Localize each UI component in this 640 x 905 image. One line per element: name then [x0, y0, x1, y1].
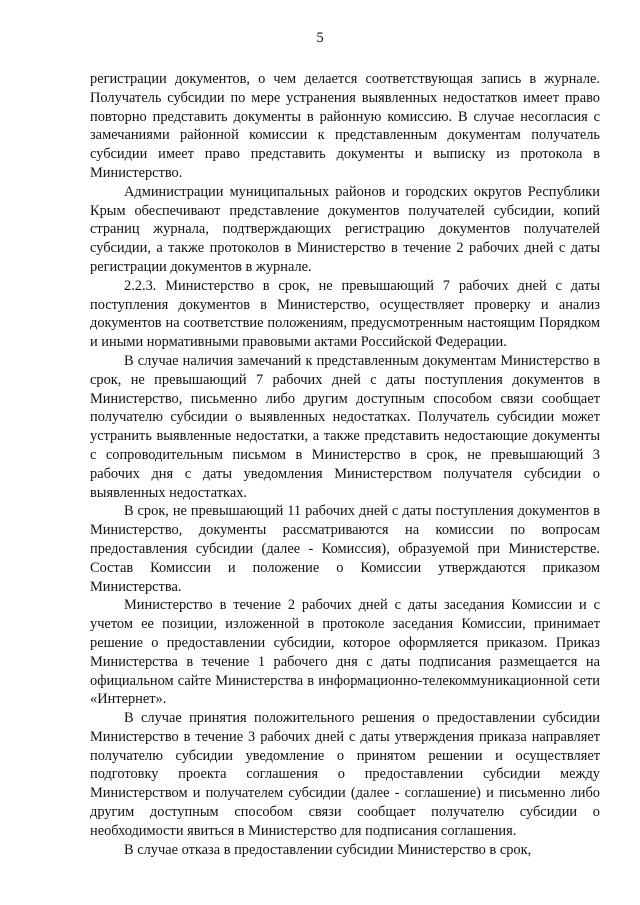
paragraph-7: В случае принятия положительного решения о предоставлении субсидии Министерство в течение 3 рабочих дней с даты утверждения приказа направляет получателю субсидии уведомление о принятом решении и осуществляет подготовку проекта соглашения о предоставлении субсидии между Министерством и получателем субсидии (далее - соглашение) и письменно либо другим доступным способом связи сообщает получателю субсидии о необходимости явиться в Министерство для подписания соглашения. — [90, 710, 600, 839]
paragraph-5: В срок, не превышающий 11 рабочих дней с даты поступления документов в Министерство, документы рассматриваются на комиссии по вопросам предоставления субсидии (далее - Комиссия), образуемой при Министерстве. Состав Комиссии и положение о Комиссии утверждаются приказом Министерства. — [90, 503, 600, 595]
page-number: 5 — [316, 30, 324, 46]
paragraph-1: регистрации документов, о чем делается соответствующая запись в журнале. Получатель субсидии по мере устранения выявленных недостатков имеет право повторно представить документы в районную комиссию. В случае несогласия с замечаниями районной комиссии к представленным документам получатель субсидии имеет право представить документы и выписку из протокола в Министерство. — [90, 71, 600, 181]
document-body — [90, 70, 600, 859]
paragraph-3: 2.2.3. Министерство в срок, не превышающий 7 рабочих дней с даты поступления документов в Министерство, осуществляет проверку и анализ документов на соответствие положениям, предусмотренным настоящим Порядком и иными нормативными правовыми актами Российской Федерации. — [90, 277, 600, 351]
paragraph-8: В случае отказа в предоставлении субсидии Министерство в срок, — [124, 841, 532, 858]
paragraph-4: В случае наличия замечаний к представленным документам Министерство в срок, не превышающий 7 рабочих дней с даты поступления документов в Министерство, письменно либо другим доступным способом связи сообщает получателю субсидии о выявленных недостатках. Получатель субсидии может устранить выявленные недостатки, а также представить недостающие документы с сопроводительным письмом в Министерство в срок, не превышающий 3 рабочих дня с даты уведомления Министерством получателя субсидии о выявленных недостатках. — [90, 352, 600, 501]
paragraph-6: Министерство в течение 2 рабочих дней с даты заседания Комиссии и с учетом ее позиции, изложенной в протоколе заседания Комиссии, принимает решение о предоставлении субсидии, которое оформляется приказом. Приказ Министерства в течение 1 рабочего дня с даты подписания размещается на официальном сайте Министерства в информационно-телекоммуникационной сети «Интернет». — [90, 597, 600, 708]
paragraph-2: Администрации муниципальных районов и городских округов Республики Крым обеспечивают представление документов получателей субсидии, копий страниц журнала, подтверждающих регистрацию документов получателей субсидии, а также протоколов в Министерство в течение 2 рабочих дней с даты регистрации документов в журнале. — [90, 183, 600, 275]
